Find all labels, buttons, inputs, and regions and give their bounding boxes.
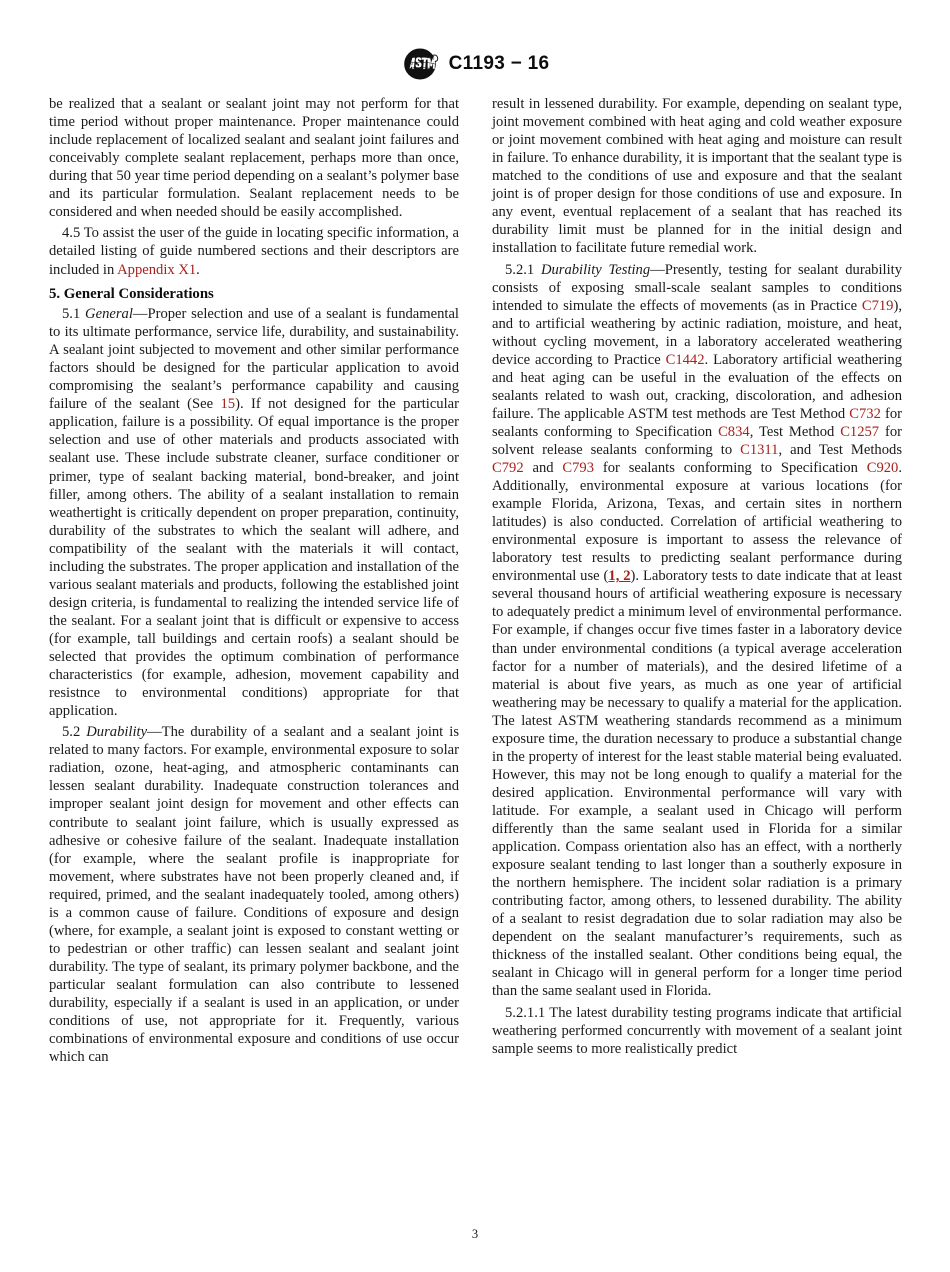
- link-specification-c1311[interactable]: C1311: [740, 441, 779, 458]
- paragraph-5-2: [49, 723, 459, 1066]
- text-segment-8: and: [523, 460, 563, 477]
- document-designation: C1193 − 16: [448, 53, 550, 74]
- paragraph-5-2-1-dash: —: [650, 261, 665, 278]
- text-segment-9: for sealants conforming to Specification: [594, 460, 867, 477]
- paragraph-5-2-dash: —: [147, 724, 162, 741]
- astm-logo-icon: [401, 48, 439, 80]
- paragraph-5-2-number: 5.2: [62, 724, 87, 741]
- link-citation-1-2[interactable]: 1, 2: [608, 568, 631, 585]
- paragraph-4-5-tail: .: [196, 261, 200, 278]
- text-segment-10: . Additionally, environmental exposure at various locations (for example Florida, Arizona, Texas, and certain sites in northern latitudes) is also conducted. Correlation of artificial weathering to environmental exposure is important to assess the relevance of laboratory test results to predicting sealant performance during environmental use (: [492, 460, 902, 585]
- paragraph-4-5: [49, 224, 459, 278]
- paragraph-5-2-1-1: [492, 1004, 902, 1058]
- paragraph-5-1-dash: —: [132, 306, 148, 323]
- paragraph-5-1-title: General: [85, 306, 133, 323]
- paragraph-5-1-text-b: ). If not designed for the particular application, failure is a possibility. Of equal importance is the proper selection and use of other materials and products associated with sealant use. These include substrate cleaner, surface conditioner or primer, type of sealant backing material, bond-breaker, and joint filler, among others. The ability of a sealant installation to remain weathertight is critically dependent on proper preparation, continuity, durability of the substrates to which the sealant will adhere, and compatibility of the sealant with the materials it will contact, including the substrates. The proper application and installation of the various sealant materials and products, following the established joint design criteria, is fundamental to realizing the intended service life of the sealant. For a sealant joint that is difficult or expensive to access (for example, tall buildings and certain roofs) a sealant should be selected that provides the optimum combination of performance characteristics (for example, adhesion, movement capability and resistnce to environmental conditions) appropriate for that application.: [49, 396, 459, 720]
- link-test-method-c792[interactable]: C792: [492, 460, 524, 477]
- link-practice-c719[interactable]: C719: [861, 297, 894, 314]
- link-specification-c834[interactable]: C834: [718, 423, 750, 440]
- paragraph-continuation-4-4: be realized that a sealant or sealant joint may not perform for that time period without proper maintenance. Proper maintenance could include replacement of localized sealant and sealant joint failures and conceivably complete sealant replacement, perhaps more than once, during that 50 year time period depending on a sealant’s polymer base and its particular formulation. Sealant replacement needs to be considered and when needed should be easily accomplished.: [49, 96, 459, 221]
- body-columns: [49, 95, 902, 1215]
- page-header: [0, 44, 950, 84]
- paragraph-5-2-title: Durability: [86, 724, 148, 741]
- link-practice-c1442[interactable]: C1442: [665, 351, 705, 368]
- text-segment-5: , Test Method: [749, 423, 841, 440]
- paragraph-continuation-5-2: result in lessened durability. For example, depending on sealant type, joint movement combined with heat aging and cold weather exposure or joint movement combined with heat aging and moisture can result in failure. To enhance durability, it is important that the sealant type is matched to the conditions of use and exposure and that the sealant joint is of proper design for those conditions of use and exposure. In any event, eventual replacement of a sealant that has reached its durability limit must be planned for in the initial design and installation to facilitate future remedial work.: [492, 96, 902, 257]
- paragraph-5-2-1-number: 5.2.1: [505, 261, 541, 278]
- page-number-footer: 3: [471, 1227, 479, 1241]
- link-section-15[interactable]: 15: [220, 396, 236, 413]
- paragraph-5-1-number: 5.1: [62, 306, 86, 323]
- text-segment-1: Presently, testing for sealant durability consists of exposing small-scale sealant samples to conditions intended to simulate the effects of movements (as in Practice: [492, 261, 902, 314]
- paragraph-5-2-1: [492, 261, 902, 1001]
- link-appendix-x1[interactable]: Appendix X1: [117, 261, 197, 278]
- paragraph-4-5-lead: 4.5 To assist the user of the guide in locating specific information, a detailed listing of guide numbered sections and their descriptors are included in: [49, 225, 459, 278]
- right-column: [492, 95, 902, 1215]
- link-test-method-c732[interactable]: C732: [849, 405, 881, 422]
- text-segment-2: ), and to artificial weathering by actinic radiation, moisture, and heat, without cycling movement, in a laboratory accelerated weathering device according to Practice: [492, 297, 902, 368]
- link-test-method-c793[interactable]: C793: [562, 460, 595, 477]
- paragraph-5-2-text: The durability of a sealant and a sealant joint is related to many factors. For example, environmental exposure to solar radiation, ozone, heat-aging, and atmospheric contaminants can lessen sealant durability. Inadequate construction tolerances and improper sealant joint design for movement and other effects can contribute to sealant joint failure, which is usually expressed as adhesive or cohesive failure of the sealant. Inadequate installation (for example, where the sealant profile is inappropriate for movement, where substrates have not been properly cleaned and, if required, primed, and the sealant inadequately tooled, among others) is a common cause of failure. Conditions of exposure and design (where, for example, a sealant joint is exposed to constant wetting or to pedestrian or other traffic) can lessen sealant and sealant joint durability. The type of sealant, its primary polymer backbone, and the particular sealant formulation can also contribute to lessened durability, especially if a sealant is used in an application, or under conditions of use, not appropriate for it. Frequently, various combinations of environmental exposure and conditions of use occur which can: [49, 724, 459, 1066]
- paragraph-5-2-1-1-text: The latest durability testing programs indicate that artificial weathering performed concurrently with movement of a sealant joint sample seems to more realistically predict: [492, 1004, 902, 1057]
- link-test-method-c1257[interactable]: C1257: [840, 423, 880, 440]
- paragraph-5-2-1-title: Durability Testing: [540, 261, 651, 278]
- text-segment-7: , and Test Methods: [778, 441, 902, 458]
- text-segment-3: . Laboratory artificial weathering and heat aging can be useful in the evaluation of the effects on sealants related to wash out, cracking, discoloration, and adhesion failure. The applicable ASTM test methods are Test Method: [492, 351, 902, 422]
- paragraph-5-2-1-1-number: 5.2.1.1: [505, 1004, 550, 1021]
- heading-5-general-considerations: 5. General Considerations: [49, 285, 214, 302]
- text-segment-4: for sealants conforming to Specification: [492, 405, 902, 440]
- text-segment-11: ). Laboratory tests to date indicate that at least several thousand hours of artificial weathering exposure is necessary to adequately predict a minimum level of environmental performance. For example, if changes occur five times faster in a laboratory device than under environmental conditions (a typical average acceleration factor for a number of materials), and the desired lifetime of a material is about five years, as much as one year of artificial weathering may be necessary to qualify a material for the application. The latest ASTM weathering standards recommend as a minimum exposure time, the duration necessary to produce a substantial change in the property of interest for the least stable material being evaluated. However, this may not be long enough to qualify a material for the desired application. Environmental performance will vary with latitude. For example, a sealant used in Chicago will perform differently than the same sealant used in Florida for a similar application. Compass orientation also has an effect, with a northerly exposure sealant tending to last longer than a southerly exposure in the northern hemisphere. The incident solar radiation is a primary contributing factor, among others, to lessened durability. The ability of a sealant to resist degradation due to solar radiation may also be dependent on the sealant manufacturer’s requirements, such as thickness of the installed sealant. Other conditions being equal, the sealant in Chicago will in general perform for a longer time period than the same sealant used in Florida.: [492, 568, 903, 1000]
- text-segment-6: for solvent release sealants conforming to: [492, 423, 902, 458]
- left-column: [49, 95, 459, 1215]
- paragraph-5-1: [49, 305, 459, 720]
- paragraph-5-1-text-a: Proper selection and use of a sealant is fundamental to its ultimate performance, service life, durability, and sustainability. A sealant joint subjected to movement and other similar performance factors should be designed for the particular application to avoid compromising the sealant’s performance capability and causing failure of the sealant (See: [49, 306, 459, 413]
- link-specification-c920[interactable]: C920: [866, 460, 899, 477]
